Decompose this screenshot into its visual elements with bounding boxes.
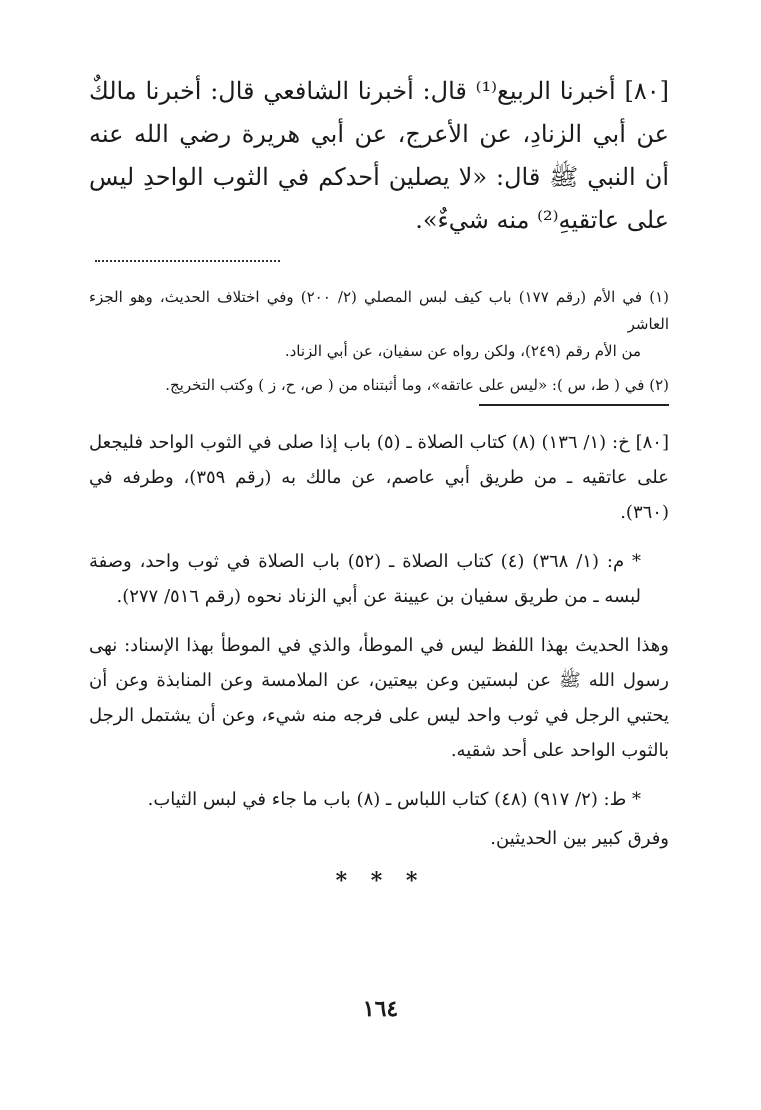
takhrij-section bbox=[89, 425, 669, 870]
page-number: ١٦٤ bbox=[362, 996, 399, 1022]
footnote-1 bbox=[89, 284, 669, 365]
section-separator: * * * bbox=[335, 868, 426, 894]
footnote-1-line2: من الأم رقم (٢٤٩)، ولكن رواه عن سفيان، عن أبي الزناد. bbox=[284, 342, 641, 360]
section-rule bbox=[479, 404, 669, 406]
takhrij-note: وهذا الحديث بهذا اللفظ ليس في الموطأ، والذي في الموطأ بهذا الإسناد: نهى رسول الله ﷺ عن لبستين وعن بيعتين، عن الملامسة وعن المنابذة وعن أن يحتبي الرجل في ثوب واحد ليس على فرجه منه شيء، وعن أن يشتمل الرجل بالثوب الواحد على أحد شقيه. bbox=[89, 635, 669, 761]
takhrij-bukhari: [٨٠] خ: (١/ ١٣٦) (٨) كتاب الصلاة ـ (٥) باب إذا صلى في الثوب الواحد فليجعل على عاتقيه ـ من طريق أبي عاصم، عن مالك به (رقم ٣٥٩)، وطرفه في (٣٦٠). bbox=[89, 432, 669, 523]
footnote-separator bbox=[95, 260, 280, 262]
takhrij-muslim: * م: (١/ ٣٦٨) (٤) كتاب الصلاة ـ (٥٢) باب الصلاة في ثوب واحد، وصفة لبسه ـ من طريق سفيان بن عيينة عن أبي الزناد نحوه (رقم ٥١٦/ ٢٧٧). bbox=[89, 551, 641, 607]
hadith-paragraph: [٨٠] أخبرنا الربيع⁽¹⁾ قال: أخبرنا الشافعي قال: أخبرنا مالكٌ عن أبي الزنادِ، عن الأعرج، عن أبي هريرة رضي الله عنه أن النبي ﷺ قال: «لا يصلين أحدكم في الثوب الواحدِ ليس على عاتقيهِ⁽²⁾ منه شيءٌ». bbox=[89, 77, 669, 234]
footnote-1-line1: (١) في الأم (رقم ١٧٧) باب كيف لبس المصلي (٢/ ٢٠٠) وفي اختلاف الحديث، وهو الجزء العاشر bbox=[89, 288, 669, 333]
takhrij-conclusion: وفرق كبير بين الحديثين. bbox=[490, 828, 669, 849]
footnote-2: (٢) في ( ط، س ): «ليس على عاتقه»، وما أثبتناه من ( ص، ح، ز ) وكتب التخريج. bbox=[165, 376, 669, 394]
footnotes bbox=[89, 284, 669, 406]
takhrij-muwatta: * ط: (٢/ ٩١٧) (٤٨) كتاب اللباس ـ (٨) باب ما جاء في لبس الثياب. bbox=[147, 789, 641, 810]
hadith-text bbox=[89, 70, 669, 242]
